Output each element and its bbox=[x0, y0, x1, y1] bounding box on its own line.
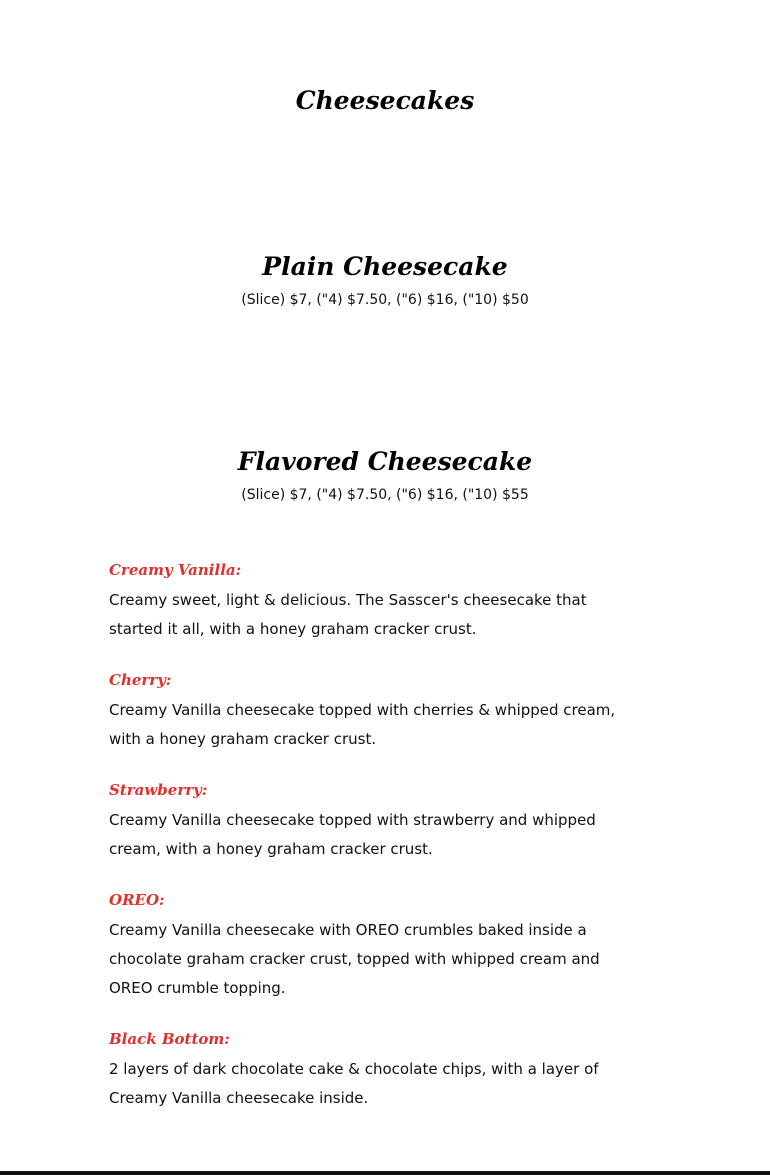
plain-cheesecake-prices: (Slice) $7, ("4) $7.50, ("6) $16, ("10) $50 bbox=[241, 292, 529, 308]
flavor-name: Strawberry: bbox=[109, 781, 208, 799]
flavor-description: Creamy sweet, light & delicious. The Sasscer's cheesecake that started it all, with a honey graham cracker crust. bbox=[109, 591, 587, 638]
flavor-name: Cherry: bbox=[109, 671, 172, 689]
bottom-border bbox=[0, 1171, 770, 1175]
flavor-description: Creamy Vanilla cheesecake topped with strawberry and whipped cream, with a honey graham cracker crust. bbox=[109, 811, 596, 858]
flavored-cheesecake-heading: Flavored Cheesecake bbox=[237, 447, 533, 476]
flavor-description: Creamy Vanilla cheesecake with OREO crumbles baked inside a chocolate graham cracker crust, topped with whipped cream and OREO crumble topping. bbox=[109, 921, 600, 997]
flavor-item-oreo bbox=[109, 888, 619, 1003]
plain-cheesecake-heading: Plain Cheesecake bbox=[262, 252, 508, 281]
flavored-cheesecake-prices: (Slice) $7, ("4) $7.50, ("6) $16, ("10) $55 bbox=[241, 487, 529, 503]
flavor-item-strawberry bbox=[109, 778, 619, 864]
flavor-name: OREO: bbox=[109, 891, 165, 909]
flavor-list bbox=[109, 558, 619, 1137]
flavor-name: Black Bottom: bbox=[109, 1030, 230, 1048]
flavor-description: Creamy Vanilla cheesecake topped with cherries & whipped cream, with a honey graham cracker crust. bbox=[109, 701, 616, 748]
flavor-description: 2 layers of dark chocolate cake & chocolate chips, with a layer of Creamy Vanilla cheesecake inside. bbox=[109, 1060, 599, 1107]
page-title: Cheesecakes bbox=[295, 86, 475, 115]
flavor-name: Creamy Vanilla: bbox=[109, 561, 242, 579]
flavor-item-creamy-vanilla bbox=[109, 558, 619, 644]
flavor-item-cherry bbox=[109, 668, 619, 754]
flavor-item-black-bottom bbox=[109, 1027, 619, 1113]
